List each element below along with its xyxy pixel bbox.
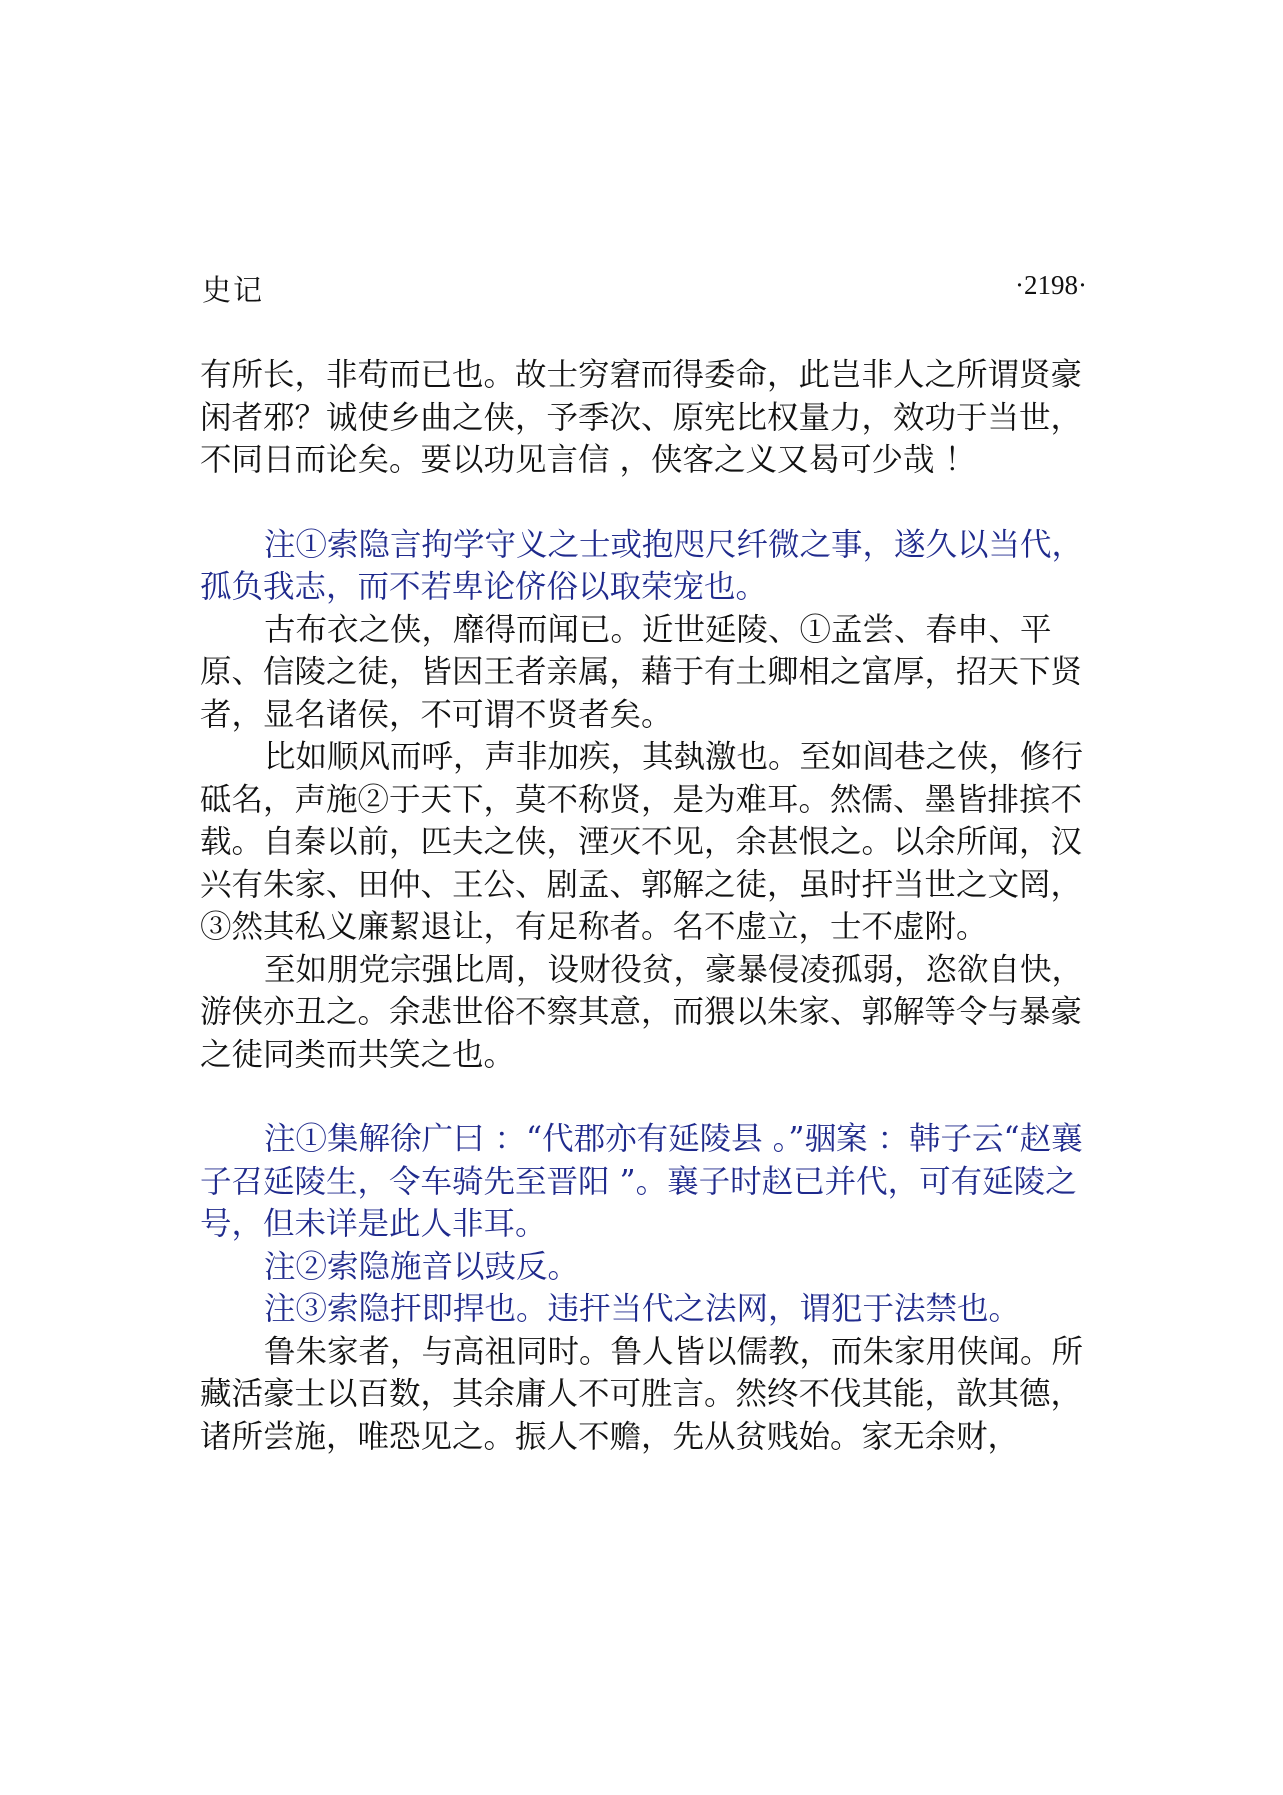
text-paragraph: 至如朋党宗强比周，设财役贫，豪暴侵凌孤弱，恣欲自快，游侠亦丑之。余悲世俗不察其意，而猥以朱家、郭解等令与暴豪之徒同类而共笑之也。 <box>200 951 1084 1073</box>
text-paragraph: 古布衣之侠，靡得而闻已。近世延陵、①孟尝、春申、平原、信陵之徒，皆因王者亲属，藉于有土卿相之富厚，招天下贤者，显名诸侯，不可谓不贤者矣。 <box>200 611 1083 733</box>
paragraph-gap <box>200 1076 1095 1118</box>
text-paragraph: 鲁朱家者，与高祖同时。鲁人皆以儒教，而朱家用侠闻。所藏活豪士以百数，其余庸人不可胜言。然终不伐其能，歆其德，诸所尝施，唯恐见之。振人不赡，先从贫贱始。家无余财， <box>200 1333 1084 1455</box>
annotation-note: 注①索隐言拘学守义之士或抱咫尺纤微之事，遂久以当代，孤负我志，而不若卑论侪俗以取荣宠也。 <box>200 526 1084 605</box>
text-paragraph: 有所长，非苟而已也。故士穷窘而得委命，此岂非人之所谓贤豪闲者邪？诚使乡曲之侠，予季次、原宪比权量力，效功于当世，不同日而论矣。要以功见言信 ，侠客之义又曷可少哉 ！ <box>200 357 1083 478</box>
annotation-note: 注③索隐扞即捍也。违扞当代之法网，谓犯于法禁也。 <box>264 1291 1021 1327</box>
page-header <box>202 268 1087 308</box>
book-title: 史记 <box>202 273 265 307</box>
page-number: ·2198· <box>1015 270 1087 300</box>
annotation-note: 注②索隐施音以豉反。 <box>264 1248 580 1285</box>
annotation-note: 注①集解徐广曰 ：“代郡亦有延陵县 。”骃案 ：韩子云“赵襄子召延陵生，令车骑先至晋阳 ”。襄子时赵已并代，可有延陵之号，但未详是此人非耳。 <box>200 1121 1083 1242</box>
paragraph-gap <box>200 482 1095 524</box>
page-body <box>200 354 1095 1458</box>
text-paragraph: 比如顺风而呼，声非加疾，其埶激也。至如闾巷之侠，修行砥名，声施②于天下，莫不称贤，是为难耳。然儒、墨皆排摈不载。自秦以前，匹夫之侠，湮灭不见，余甚恨之。以余所闻，汉兴有朱家、田仲、王公、剧孟、郭解之徒，虽时扞当世之文罔，③然其私义廉絜退让，有足称者。名不虚立，士不虚附。 <box>200 739 1084 945</box>
